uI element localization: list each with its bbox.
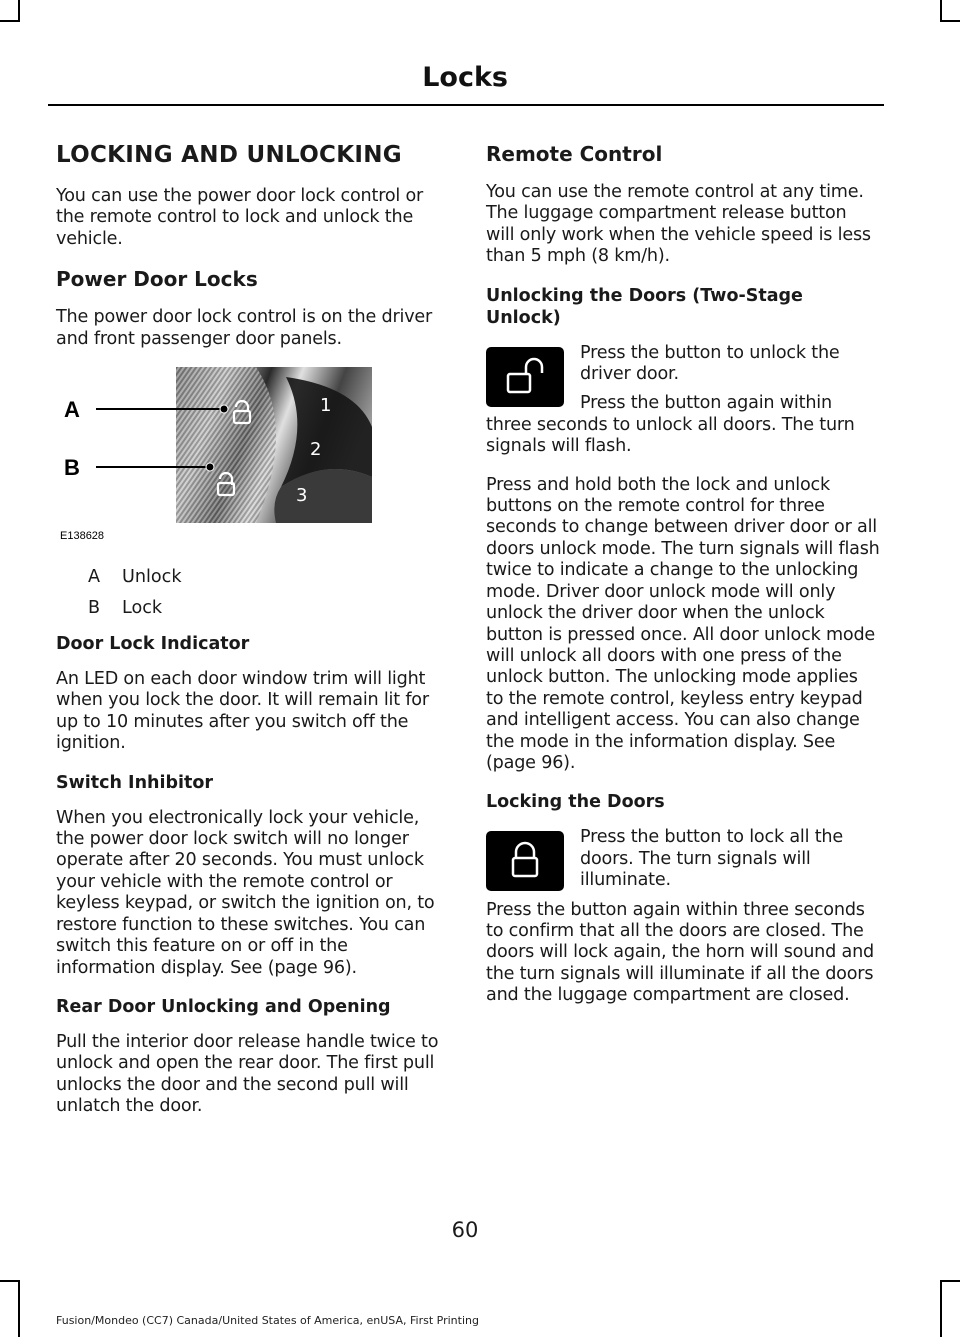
callout-a: A	[64, 397, 80, 423]
switch-number-3: 3	[296, 485, 308, 507]
figure-code: E138628	[60, 530, 105, 543]
inhibitor-text: When you electronically lock your vehicle, the power door lock switch will no longer operate after 20 seconds. You must unlock your vehicle with the remote control or keyless keypad, or switch the ignition on, to restore function to these switches. You can switch this feature on or off in the information display. See (page 96).	[56, 807, 435, 978]
crop-mark	[940, 1280, 960, 1282]
unlock-text-2: Press the button again within three seconds to unlock all doors. The turn signals will flash.	[486, 393, 855, 457]
page-title: Locks	[422, 62, 508, 93]
power-locks-heading: Power Door Locks	[56, 267, 258, 292]
unlock-icon	[486, 347, 564, 407]
legend-value: Unlock	[122, 567, 182, 588]
crop-mark	[940, 0, 942, 22]
indicator-text: An LED on each door window trim will light when you lock the door. It will remain lit for up to 10 minutes after you switch off the ignition.	[56, 669, 429, 754]
unlock-text-3: Press and hold both the lock and unlock buttons on the remote control for three seconds to change between driver door or all doors unlock mode. The turn signals will flash twice to indicate a change to the unlocking mode. Driver door unlock mode will only unlock the driver door when the unlock button is pressed once. All door unlock mode will unlock all doors with one press of the unlock button. The unlocking mode applies to the remote control, keyless entry keypad and intelligent access. You can also change the mode in the information display. See (page 96).	[486, 474, 880, 773]
unlock-instruction	[486, 343, 880, 475]
callout-b: B	[64, 455, 80, 481]
locking-heading: Locking the Doors	[486, 792, 665, 813]
indicator-heading: Door Lock Indicator	[56, 634, 250, 655]
door-panel-illustration	[56, 367, 448, 547]
crop-mark	[18, 1280, 20, 1337]
crop-mark	[0, 1280, 20, 1282]
rear-door-text: Pull the interior door release handle twice to unlock and open the rear door. The first pull unlocks the door and the second pull will unlatch the door.	[56, 1031, 439, 1117]
header-rule	[48, 104, 884, 106]
section-heading: LOCKING AND UNLOCKING	[56, 142, 402, 168]
page-number: 60	[451, 1218, 479, 1242]
legend-key: A	[88, 567, 101, 588]
legend-value: Lock	[122, 598, 163, 619]
lock-icon	[486, 831, 564, 891]
door-lock-figure	[56, 367, 448, 547]
remote-heading: Remote Control	[486, 142, 663, 166]
legend-row	[56, 598, 448, 619]
unlocking-heading: Unlocking the Doors (Two-Stage Unlock)	[486, 285, 803, 328]
intro-text: You can use the power door lock control or the remote control to lock and unlock the vehicle.	[56, 186, 424, 249]
legend-row	[56, 567, 448, 588]
power-locks-text: The power door lock control is on the driver and front passenger door panels.	[56, 307, 433, 349]
switch-number-1: 1	[320, 395, 332, 417]
left-column	[56, 142, 448, 1135]
figure-legend	[56, 567, 448, 619]
right-column	[486, 142, 880, 1024]
remote-text: You can use the remote control at any time. The luggage compartment release button will only work when the vehicle speed is less than 5 mph (8 km/h).	[486, 182, 871, 267]
crop-mark	[940, 20, 960, 22]
switch-number-2: 2	[310, 439, 322, 461]
inhibitor-heading: Switch Inhibitor	[56, 772, 214, 793]
crop-mark	[940, 1280, 942, 1337]
crop-mark	[18, 0, 20, 22]
unlock-text-1: Press the button to unlock the driver door.	[580, 342, 840, 385]
footer-text: Fusion/Mondeo (CC7) Canada/United States of America, enUSA, First Printing	[56, 1314, 479, 1327]
legend-key: B	[88, 598, 101, 619]
lock-text-1: Press the button to lock all the doors. The turn signals will illuminate.	[580, 827, 843, 891]
crop-mark	[0, 20, 20, 22]
lock-text-2: Press the button again within three seconds to confirm that all the doors are closed. The doors will lock again, the horn will sound and the turn signals will illuminate if all the doors and the luggage compartment are closed.	[486, 899, 874, 1006]
rear-door-heading: Rear Door Unlocking and Opening	[56, 996, 391, 1017]
lock-instruction	[486, 827, 880, 899]
